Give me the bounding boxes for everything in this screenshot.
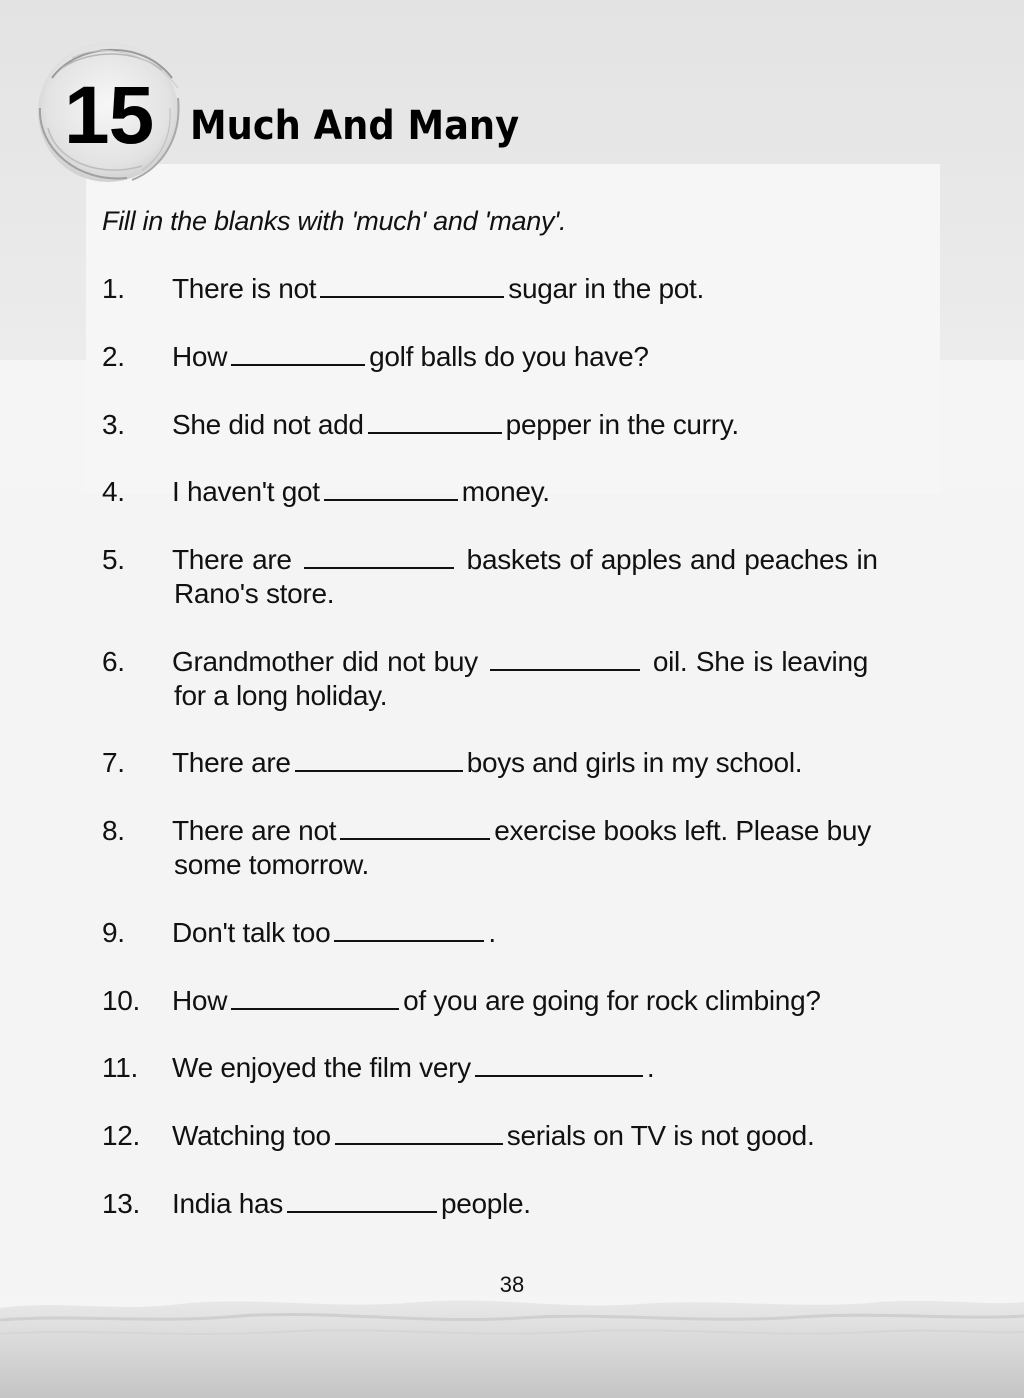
answer-blank[interactable] bbox=[287, 1187, 437, 1213]
question-number: 7. bbox=[102, 747, 125, 778]
question-text-before: There are bbox=[172, 747, 291, 778]
question-text-before: Grandmother did not buy bbox=[172, 646, 478, 677]
question-text-after: baskets of apples and peaches in bbox=[466, 544, 878, 575]
question-text-before: She did not add bbox=[172, 409, 364, 440]
answer-blank[interactable] bbox=[304, 543, 454, 569]
question-text-after: money. bbox=[461, 476, 550, 507]
answer-blank[interactable] bbox=[320, 272, 504, 298]
answer-blank[interactable] bbox=[231, 984, 399, 1010]
footer-wave-decoration bbox=[0, 1290, 1024, 1398]
answer-blank[interactable] bbox=[334, 916, 484, 942]
question-text-before: How bbox=[172, 985, 228, 1016]
answer-blank[interactable] bbox=[475, 1051, 643, 1077]
question-number: 12. bbox=[102, 1120, 141, 1151]
page-number: 38 bbox=[499, 1272, 525, 1297]
question-text-before: There is not bbox=[172, 273, 317, 304]
question-text-before: There are bbox=[172, 544, 292, 575]
answer-blank[interactable] bbox=[295, 746, 463, 772]
question-text-after: boys and girls in my school. bbox=[466, 747, 803, 778]
question-text-before: Watching too bbox=[172, 1120, 331, 1151]
lower-panel bbox=[0, 494, 1024, 1294]
question-text-after: of you are going for rock climbing? bbox=[403, 985, 821, 1016]
answer-blank[interactable] bbox=[340, 814, 490, 840]
answer-blank[interactable] bbox=[490, 645, 640, 671]
answer-blank[interactable] bbox=[324, 475, 458, 501]
answer-blank[interactable] bbox=[231, 340, 365, 366]
question-text-before: I haven't got bbox=[172, 476, 320, 507]
question-number: 9. bbox=[102, 917, 125, 948]
question-text-after: serials on TV is not good. bbox=[506, 1120, 815, 1151]
question-text-before: How bbox=[172, 341, 228, 372]
question-number: 2. bbox=[102, 341, 125, 372]
question-text-after: golf balls do you have? bbox=[369, 341, 649, 372]
question-text-after: oil. She is leaving bbox=[652, 646, 869, 677]
question-text-continued: for a long holiday. bbox=[174, 680, 388, 711]
question-number: 13. bbox=[102, 1188, 141, 1219]
instructions: Fill in the blanks with 'much' and 'many'. bbox=[102, 206, 567, 236]
question-number: 1. bbox=[102, 273, 125, 304]
question-text-before: There are not bbox=[172, 815, 337, 846]
question-number: 11. bbox=[102, 1052, 138, 1083]
question-text-before: India has bbox=[172, 1188, 283, 1219]
answer-blank[interactable] bbox=[335, 1119, 503, 1145]
answer-blank[interactable] bbox=[368, 408, 502, 434]
question-number: 6. bbox=[102, 646, 125, 677]
question-text-after: sugar in the pot. bbox=[508, 273, 704, 304]
question-text-after: . bbox=[646, 1052, 655, 1083]
question-text-before: We enjoyed the film very bbox=[172, 1052, 471, 1083]
chapter-title: Much And Many bbox=[190, 103, 520, 149]
question-text-after: exercise books left. Please buy bbox=[494, 815, 871, 846]
chapter-number: 15 bbox=[64, 70, 154, 161]
question-text-continued: Rano's store. bbox=[174, 578, 335, 609]
question-number: 10. bbox=[102, 985, 141, 1016]
question-number: 5. bbox=[102, 544, 125, 575]
question-number: 3. bbox=[102, 409, 125, 440]
question-text-after: people. bbox=[440, 1188, 531, 1219]
question-text-before: Don't talk too bbox=[172, 917, 331, 948]
question-number: 4. bbox=[102, 476, 125, 507]
question-text-continued: some tomorrow. bbox=[174, 849, 369, 880]
question-text-after: . bbox=[488, 917, 496, 948]
question-number: 8. bbox=[102, 815, 125, 846]
question-text-after: pepper in the curry. bbox=[505, 409, 739, 440]
